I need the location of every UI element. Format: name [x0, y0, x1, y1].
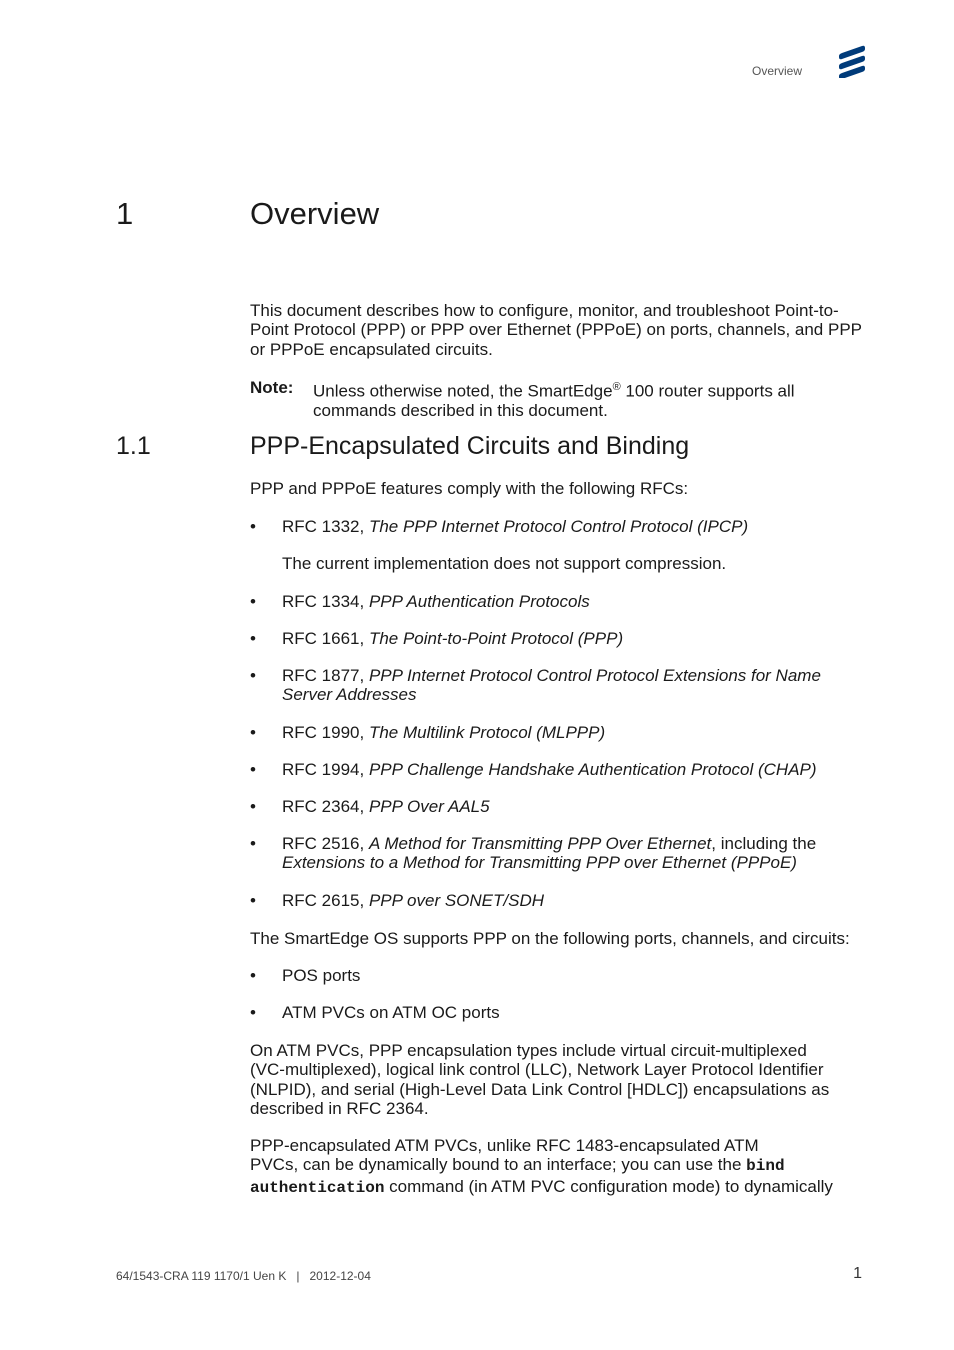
list-item: RFC 1994, PPP Challenge Handshake Authentication Protocol (CHAP) [282, 760, 817, 779]
command-authentication: authentication [250, 1178, 385, 1197]
running-header-title: Overview [751, 64, 802, 78]
bullet-icon: • [250, 517, 256, 536]
list-item: RFC 2615, PPP over SONET/SDH [282, 891, 545, 910]
footer-date: 2012-12-04 [309, 1269, 371, 1283]
note-label: Note: [250, 378, 294, 397]
note-text-after: 100 router supports all commands described in this document. [313, 381, 795, 421]
chapter-title: Overview [250, 196, 380, 231]
bullet-icon: • [250, 966, 256, 985]
bullet-icon: • [250, 629, 256, 648]
command-bind: bind [746, 1157, 785, 1176]
list-item: ATM PVCs on ATM OC ports [282, 1003, 500, 1022]
list-item: RFC 2516, A Method for Transmitting PPP Over Ethernet, including the Extensions to a Method for Transmitting PPP over Ethernet (PPPoE) [282, 834, 817, 873]
footer-doc-info [116, 1269, 371, 1283]
chapter-number: 1 [116, 196, 134, 231]
list-item: RFC 1990, The Multilink Protocol (MLPPP) [282, 723, 606, 742]
intro-paragraph: This document describes how to configure, monitor, and troubleshoot Point-to-Point Protocol (PPP) or PPP over Ethernet (PPPoE) on ports, channels, and PPP or PPPoE encapsulated circuits. [250, 301, 862, 359]
bullet-icon: • [250, 1003, 256, 1022]
note-text-before: Unless otherwise noted, the SmartEdge [313, 381, 613, 401]
list-item: RFC 1334, PPP Authentication Protocols [282, 592, 590, 611]
bullet-icon: • [250, 666, 256, 685]
bullet-icon: • [250, 797, 256, 816]
list-item: RFC 1661, The Point-to-Point Protocol (PPP) [282, 629, 624, 648]
bullet-icon: • [250, 891, 256, 910]
rfc-intro: PPP and PPPoE features comply with the following RFCs: [250, 479, 689, 498]
bullet-icon: • [250, 592, 256, 611]
ports-intro: The SmartEdge OS supports PPP on the following ports, channels, and circuits: [250, 929, 850, 948]
section-number: 1.1 [116, 432, 151, 460]
footer-doc-id: 64/1543-CRA 119 1170/1 Uen K [116, 1269, 287, 1283]
list-item: RFC 2364, PPP Over AAL5 [282, 797, 490, 816]
footer-separator: | [296, 1269, 300, 1283]
list-item: RFC 1877, PPP Internet Protocol Control Protocol Extensions for Name Server Addresses [282, 666, 821, 705]
atm-paragraph: On ATM PVCs, PPP encapsulation types include virtual circuit-multiplexed (VC-multiplexed), logical link control (LLC), Network Layer Protocol Identifier (NLPID), and serial (High-Level Data Link Control [HDLC]) encapsulations as described in RFC 2364. [250, 1041, 830, 1119]
list-item: POS ports [282, 966, 361, 985]
rfc1332-note: The current implementation does not support compression. [282, 554, 727, 573]
binding-paragraph: PPP-encapsulated ATM PVCs, unlike RFC 1483-encapsulated ATM PVCs, can be dynamically bound to an interface; you can use the bind authentication command (in ATM PVC configuration mode) to dynamically [250, 1136, 833, 1197]
section-title: PPP-Encapsulated Circuits and Binding [250, 432, 690, 460]
ericsson-logo-icon [838, 44, 866, 78]
bullet-icon: • [250, 834, 256, 853]
list-item: RFC 1332, The PPP Internet Protocol Control Protocol (IPCP) [282, 517, 749, 536]
bullet-icon: • [250, 760, 256, 779]
page-number: 1 [853, 1265, 862, 1282]
note-text [313, 378, 853, 420]
registered-mark: ® [612, 381, 621, 393]
bullet-icon: • [250, 723, 256, 742]
